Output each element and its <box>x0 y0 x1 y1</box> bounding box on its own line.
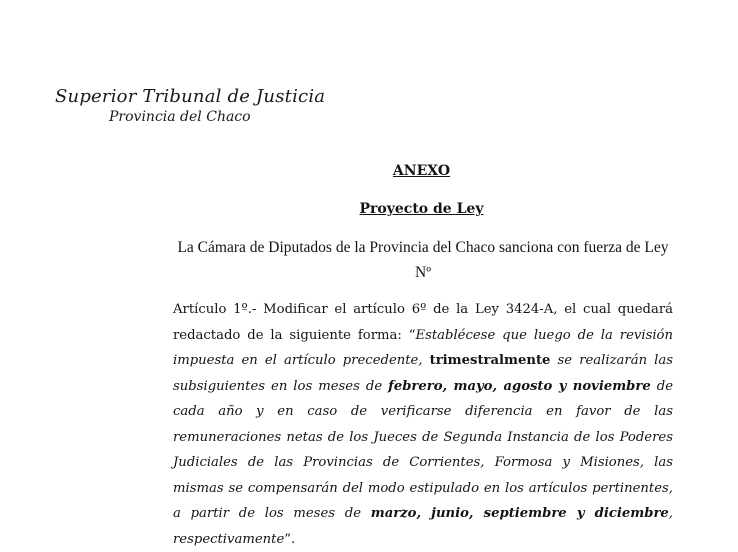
article-quote-text: Establécese que luego de la revisión impuesta en el artículo precedente, <box>173 327 673 368</box>
letterhead-institution: Superior Tribunal de Justicia <box>55 86 326 107</box>
bill-heading: Proyecto de Ley <box>359 201 484 217</box>
article-emphasis-trimestral: trimestralmente <box>429 353 551 368</box>
article-quote-text: de cada año y en caso de verificarse diferencia en favor de las remuneraciones netas de los Jueces de Segunda Instancia de los Poderes Judiciales de las Provincias de Corrientes, Formosa y Misiones, las mismas se compensarán del modo estipulado en los artículos pertinentes, a partir de los meses de <box>173 378 673 521</box>
letterhead <box>55 86 325 125</box>
article-emphasis-months-2: marzo, junio, septiembre y diciembre <box>370 506 669 521</box>
article-text-intro: Artículo 1º.- Modificar el artículo 6º de la Ley 3424-A, el cual quedará redactado de la siguiente forma: “ <box>173 302 673 343</box>
article-1-paragraph <box>173 297 673 552</box>
enacting-clause <box>173 235 673 285</box>
letterhead-province: Provincia del Chaco <box>109 109 251 125</box>
enacting-clause-text: La Cámara de Diputados de la Provincia del Chaco sanciona con fuerza de Ley <box>177 239 669 256</box>
annex-heading: ANEXO <box>392 163 451 179</box>
article-emphasis-months-1: febrero, mayo, agosto y noviembre <box>388 378 651 394</box>
article-quote-text: se realizarán las subsiguientes en los meses de <box>173 353 673 394</box>
article-quote-close: ”. <box>284 531 296 547</box>
article-quote-text: , respectivamente <box>173 506 673 547</box>
law-number-label: Nº <box>415 264 431 281</box>
